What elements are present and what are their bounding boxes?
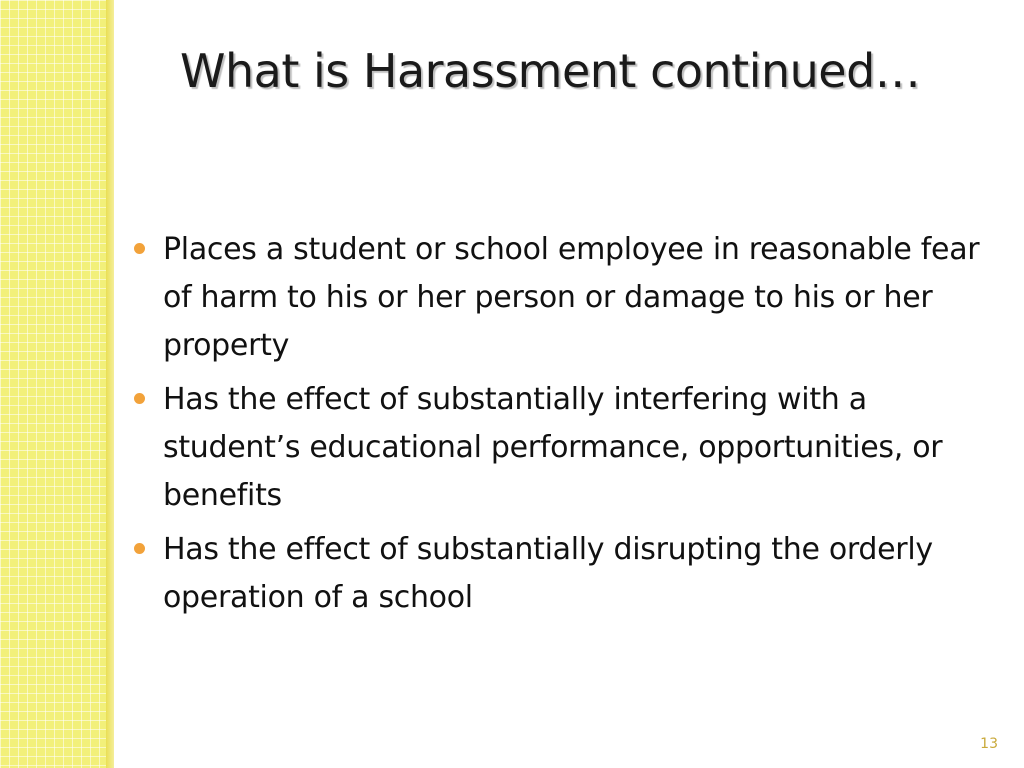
bullet-text: Has the effect of substantially interfering with a student’s educational performance, opportunities, or benefits [163,382,943,513]
bullet-text: Places a student or school employee in reasonable fear of harm to his or her person or damage to his or her property [163,232,980,363]
bullet-item [130,526,1000,622]
bullet-dot-icon [134,543,145,554]
page-number: 13 [980,736,998,752]
bullet-dot-icon [134,243,145,254]
bullet-item [130,376,1000,520]
bullet-dot-icon [134,393,145,404]
decorative-grid-band [0,0,112,768]
bullet-list [130,226,1000,628]
decorative-band-edge [106,0,114,768]
bullet-text: Has the effect of substantially disrupting the orderly operation of a school [163,532,933,615]
slide-title: What is Harassment continued… [180,44,921,98]
bullet-item [130,226,1000,370]
